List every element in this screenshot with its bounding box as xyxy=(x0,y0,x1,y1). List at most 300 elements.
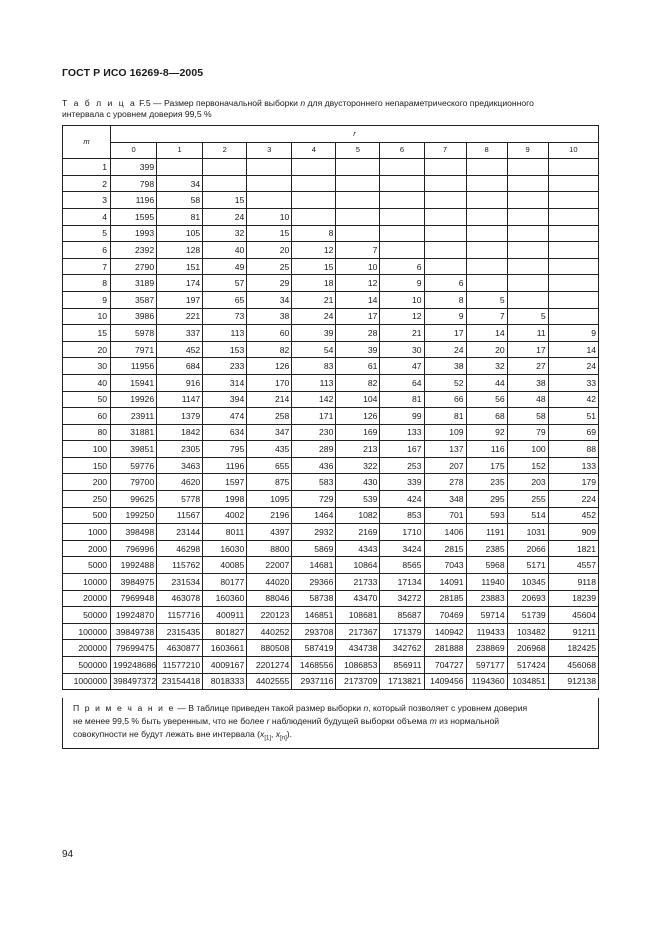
value-cell: 137 xyxy=(424,441,466,458)
value-cell: 424 xyxy=(380,491,424,508)
value-cell: 796996 xyxy=(111,540,157,557)
value-cell xyxy=(247,192,292,209)
r-value-header: 3 xyxy=(247,142,292,159)
value-cell: 85687 xyxy=(380,607,424,624)
table-row xyxy=(63,192,599,209)
value-cell xyxy=(466,258,507,275)
value-cell: 45604 xyxy=(548,607,598,624)
value-cell: 10345 xyxy=(507,574,548,591)
value-cell: 1842 xyxy=(157,424,203,441)
value-cell: 40 xyxy=(203,242,247,259)
value-cell: 116 xyxy=(466,441,507,458)
value-cell: 278 xyxy=(424,474,466,491)
value-cell xyxy=(507,192,548,209)
value-cell: 3587 xyxy=(111,291,157,308)
caption-line2: интервала с уровнем доверия 99,5 % xyxy=(62,109,212,119)
m-cell: 1000000 xyxy=(63,673,111,690)
m-cell: 1000 xyxy=(63,524,111,541)
r-value-header: 5 xyxy=(336,142,380,159)
value-cell: 19926 xyxy=(111,391,157,408)
value-cell: 81 xyxy=(424,408,466,425)
value-cell xyxy=(548,192,598,209)
value-cell: 88 xyxy=(548,441,598,458)
m-cell: 40 xyxy=(63,374,111,391)
caption-number: F.5 — Размер первоначальной выборки xyxy=(136,98,301,108)
value-cell: 4002 xyxy=(203,507,247,524)
m-cell: 10 xyxy=(63,308,111,325)
value-cell: 64 xyxy=(380,374,424,391)
value-cell: 452 xyxy=(157,341,203,358)
value-cell: 17 xyxy=(424,325,466,342)
value-cell: 34272 xyxy=(380,590,424,607)
value-cell: 23154418 xyxy=(157,673,203,690)
value-cell: 179 xyxy=(548,474,598,491)
caption-var-n: n xyxy=(300,98,306,108)
value-cell xyxy=(507,275,548,292)
value-cell: 12 xyxy=(380,308,424,325)
table-row xyxy=(63,175,599,192)
value-cell: 7043 xyxy=(424,557,466,574)
sample-size-table xyxy=(62,125,599,690)
value-cell: 1409456 xyxy=(424,673,466,690)
value-cell: 10 xyxy=(336,258,380,275)
value-cell: 4402555 xyxy=(247,673,292,690)
value-cell: 1095 xyxy=(247,491,292,508)
value-cell: 171 xyxy=(292,408,336,425)
value-cell: 8565 xyxy=(380,557,424,574)
value-cell: 199248686 xyxy=(111,657,157,674)
value-cell: 2305 xyxy=(157,441,203,458)
value-cell: 113 xyxy=(292,374,336,391)
value-cell: 19924870 xyxy=(111,607,157,624)
m-cell: 200000 xyxy=(63,640,111,657)
value-cell: 15 xyxy=(203,192,247,209)
table-row xyxy=(63,308,599,325)
value-cell: 12 xyxy=(292,242,336,259)
value-cell: 24 xyxy=(424,341,466,358)
m-cell: 80 xyxy=(63,424,111,441)
m-cell: 50 xyxy=(63,391,111,408)
value-cell: 1992488 xyxy=(111,557,157,574)
value-cell: 88046 xyxy=(247,590,292,607)
value-cell: 197 xyxy=(157,291,203,308)
value-cell: 39851 xyxy=(111,441,157,458)
value-cell: 10864 xyxy=(336,557,380,574)
value-cell: 2315435 xyxy=(157,623,203,640)
value-cell: 142 xyxy=(292,391,336,408)
table-row xyxy=(63,242,599,259)
table-row xyxy=(63,291,599,308)
note-label: П р и м е ч а н и е xyxy=(73,703,175,713)
r-value-header: 1 xyxy=(157,142,203,159)
r-value-header: 9 xyxy=(507,142,548,159)
value-cell: 152 xyxy=(507,457,548,474)
value-cell xyxy=(466,175,507,192)
value-cell xyxy=(466,225,507,242)
value-cell: 798 xyxy=(111,175,157,192)
value-cell: 398497372 xyxy=(111,673,157,690)
value-cell: 34 xyxy=(247,291,292,308)
value-cell: 2169 xyxy=(336,524,380,541)
value-cell: 5171 xyxy=(507,557,548,574)
value-cell: 655 xyxy=(247,457,292,474)
value-cell: 2196 xyxy=(247,507,292,524)
value-cell: 1194360 xyxy=(466,673,507,690)
value-cell: 231534 xyxy=(157,574,203,591)
value-cell: 398498 xyxy=(111,524,157,541)
table-row xyxy=(63,540,599,557)
value-cell: 24 xyxy=(292,308,336,325)
value-cell: 34 xyxy=(157,175,203,192)
table-caption xyxy=(62,98,600,120)
value-cell xyxy=(548,291,598,308)
value-cell: 1034851 xyxy=(507,673,548,690)
value-cell: 14 xyxy=(336,291,380,308)
value-cell: 8800 xyxy=(247,540,292,557)
value-cell: 126 xyxy=(247,358,292,375)
m-cell: 4 xyxy=(63,208,111,225)
value-cell: 214 xyxy=(247,391,292,408)
m-cell: 100 xyxy=(63,441,111,458)
value-cell: 115762 xyxy=(157,557,203,574)
value-cell: 235 xyxy=(466,474,507,491)
value-cell: 58 xyxy=(157,192,203,209)
value-cell: 51739 xyxy=(507,607,548,624)
value-cell: 452 xyxy=(548,507,598,524)
m-cell: 20 xyxy=(63,341,111,358)
value-cell: 79699475 xyxy=(111,640,157,657)
value-cell: 5869 xyxy=(292,540,336,557)
value-cell: 221 xyxy=(157,308,203,325)
value-cell: 32 xyxy=(203,225,247,242)
value-cell xyxy=(507,258,548,275)
value-cell xyxy=(507,242,548,259)
value-cell: 38 xyxy=(424,358,466,375)
value-cell: 21733 xyxy=(336,574,380,591)
value-cell: 24 xyxy=(203,208,247,225)
value-cell: 31881 xyxy=(111,424,157,441)
note-text: — В таблице приведен такой размер выборки xyxy=(174,703,364,713)
value-cell xyxy=(507,208,548,225)
value-cell: 295 xyxy=(466,491,507,508)
value-cell: 28 xyxy=(336,325,380,342)
value-cell xyxy=(292,159,336,176)
value-cell: 58 xyxy=(507,408,548,425)
value-cell: 39 xyxy=(336,341,380,358)
value-cell: 105 xyxy=(157,225,203,242)
value-cell: 58738 xyxy=(292,590,336,607)
value-cell: 8 xyxy=(424,291,466,308)
value-cell xyxy=(247,175,292,192)
value-cell: 16030 xyxy=(203,540,247,557)
value-cell: 21 xyxy=(292,291,336,308)
m-cell: 2 xyxy=(63,175,111,192)
m-cell: 5000 xyxy=(63,557,111,574)
m-cell: 10000 xyxy=(63,574,111,591)
table-row xyxy=(63,391,599,408)
value-cell: 1603661 xyxy=(203,640,247,657)
value-cell xyxy=(157,159,203,176)
table-row xyxy=(63,325,599,342)
table-row xyxy=(63,358,599,375)
value-cell: 99 xyxy=(380,408,424,425)
value-cell: 11940 xyxy=(466,574,507,591)
value-cell xyxy=(424,175,466,192)
value-cell: 856911 xyxy=(380,657,424,674)
value-cell: 583 xyxy=(292,474,336,491)
value-cell: 1196 xyxy=(203,457,247,474)
value-cell: 29 xyxy=(247,275,292,292)
value-cell: 113 xyxy=(203,325,247,342)
value-cell: 684 xyxy=(157,358,203,375)
m-cell: 1 xyxy=(63,159,111,176)
value-cell: 46298 xyxy=(157,540,203,557)
note-text: , который позволяет с уровнем доверия xyxy=(368,703,528,713)
value-cell: 853 xyxy=(380,507,424,524)
value-cell xyxy=(424,208,466,225)
value-cell: 11956 xyxy=(111,358,157,375)
m-cell: 20000 xyxy=(63,590,111,607)
value-cell: 1191 xyxy=(466,524,507,541)
value-cell: 20 xyxy=(247,242,292,259)
m-cell: 9 xyxy=(63,291,111,308)
note-sub-1: [1] xyxy=(264,735,271,742)
value-cell: 20 xyxy=(466,341,507,358)
table-row xyxy=(63,408,599,425)
table-row xyxy=(63,208,599,225)
table-note xyxy=(62,698,599,749)
value-cell: 126 xyxy=(336,408,380,425)
value-cell: 160360 xyxy=(203,590,247,607)
value-cell: 167 xyxy=(380,441,424,458)
value-cell: 322 xyxy=(336,457,380,474)
note-var-m: m xyxy=(429,716,437,726)
value-cell xyxy=(466,192,507,209)
value-cell: 108681 xyxy=(336,607,380,624)
value-cell xyxy=(380,242,424,259)
value-cell: 517424 xyxy=(507,657,548,674)
value-cell: 337 xyxy=(157,325,203,342)
value-cell: 2173709 xyxy=(336,673,380,690)
value-cell xyxy=(548,308,598,325)
value-cell: 1379 xyxy=(157,408,203,425)
note-var-r: r xyxy=(266,716,270,726)
value-cell: 171379 xyxy=(380,623,424,640)
value-cell: 1993 xyxy=(111,225,157,242)
value-cell: 348 xyxy=(424,491,466,508)
value-cell: 342762 xyxy=(380,640,424,657)
value-cell: 2066 xyxy=(507,540,548,557)
value-cell: 5 xyxy=(466,291,507,308)
value-cell: 18 xyxy=(292,275,336,292)
r-value-header: 2 xyxy=(203,142,247,159)
page-number: 94 xyxy=(62,849,74,860)
value-cell: 170 xyxy=(247,374,292,391)
table-row xyxy=(63,474,599,491)
r-value-header: 4 xyxy=(292,142,336,159)
m-cell: 7 xyxy=(63,258,111,275)
value-cell: 456068 xyxy=(548,657,598,674)
value-cell: 281888 xyxy=(424,640,466,657)
value-cell: 206968 xyxy=(507,640,548,657)
table-row xyxy=(63,374,599,391)
value-cell: 258 xyxy=(247,408,292,425)
note-text: из нормальной xyxy=(436,716,500,726)
value-cell xyxy=(466,275,507,292)
table-row xyxy=(63,457,599,474)
value-cell: 24 xyxy=(548,358,598,375)
value-cell: 59714 xyxy=(466,607,507,624)
value-cell: 12 xyxy=(336,275,380,292)
value-cell xyxy=(336,208,380,225)
value-cell: 587419 xyxy=(292,640,336,657)
value-cell xyxy=(548,208,598,225)
value-cell: 394 xyxy=(203,391,247,408)
value-cell: 9 xyxy=(548,325,598,342)
value-cell: 230 xyxy=(292,424,336,441)
value-cell: 104 xyxy=(336,391,380,408)
value-cell: 23144 xyxy=(157,524,203,541)
value-cell: 39849738 xyxy=(111,623,157,640)
value-cell: 224 xyxy=(548,491,598,508)
value-cell: 220123 xyxy=(247,607,292,624)
value-cell: 1821 xyxy=(548,540,598,557)
value-cell: 7 xyxy=(466,308,507,325)
value-cell: 1147 xyxy=(157,391,203,408)
value-cell: 314 xyxy=(203,374,247,391)
value-cell xyxy=(380,208,424,225)
value-cell: 44 xyxy=(466,374,507,391)
value-cell xyxy=(507,159,548,176)
value-cell: 91211 xyxy=(548,623,598,640)
value-cell: 203 xyxy=(507,474,548,491)
value-cell: 29366 xyxy=(292,574,336,591)
value-cell: 39 xyxy=(292,325,336,342)
value-cell: 3463 xyxy=(157,457,203,474)
value-cell: 57 xyxy=(203,275,247,292)
value-cell: 435 xyxy=(247,441,292,458)
value-cell: 10 xyxy=(380,291,424,308)
note-var-x1: x xyxy=(260,729,265,739)
m-cell: 8 xyxy=(63,275,111,292)
table-row xyxy=(63,524,599,541)
value-cell: 207 xyxy=(424,457,466,474)
value-cell: 9 xyxy=(424,308,466,325)
value-cell: 44020 xyxy=(247,574,292,591)
value-cell: 2392 xyxy=(111,242,157,259)
value-cell: 3189 xyxy=(111,275,157,292)
value-cell: 597177 xyxy=(466,657,507,674)
table-row xyxy=(63,657,599,674)
value-cell: 38 xyxy=(507,374,548,391)
value-cell: 875 xyxy=(247,474,292,491)
value-cell xyxy=(548,225,598,242)
value-cell: 289 xyxy=(292,441,336,458)
m-cell: 250 xyxy=(63,491,111,508)
value-cell: 119433 xyxy=(466,623,507,640)
value-cell: 174 xyxy=(157,275,203,292)
value-cell xyxy=(336,175,380,192)
note-text: совокупности не будут лежать вне интервала ( xyxy=(73,729,261,739)
m-cell: 6 xyxy=(63,242,111,259)
value-cell xyxy=(507,225,548,242)
value-cell xyxy=(548,175,598,192)
value-cell: 14091 xyxy=(424,574,466,591)
value-cell: 15 xyxy=(292,258,336,275)
table-row xyxy=(63,623,599,640)
value-cell: 40085 xyxy=(203,557,247,574)
value-cell xyxy=(292,175,336,192)
value-cell: 151 xyxy=(157,258,203,275)
value-cell: 5 xyxy=(507,308,548,325)
value-cell xyxy=(466,242,507,259)
m-cell: 200 xyxy=(63,474,111,491)
value-cell: 66 xyxy=(424,391,466,408)
value-cell: 3984975 xyxy=(111,574,157,591)
table-row xyxy=(63,507,599,524)
value-cell: 11 xyxy=(507,325,548,342)
column-header-r: r xyxy=(111,126,599,143)
value-cell xyxy=(507,291,548,308)
value-cell: 6 xyxy=(380,258,424,275)
value-cell: 30 xyxy=(380,341,424,358)
value-cell: 514 xyxy=(507,507,548,524)
value-cell: 27 xyxy=(507,358,548,375)
value-cell: 175 xyxy=(466,457,507,474)
table-body xyxy=(63,159,599,690)
value-cell xyxy=(336,225,380,242)
value-cell: 79700 xyxy=(111,474,157,491)
value-cell: 440252 xyxy=(247,623,292,640)
value-cell: 199250 xyxy=(111,507,157,524)
r-value-header: 8 xyxy=(466,142,507,159)
value-cell: 1031 xyxy=(507,524,548,541)
value-cell: 68 xyxy=(466,408,507,425)
value-cell: 4343 xyxy=(336,540,380,557)
value-cell: 22007 xyxy=(247,557,292,574)
table-row xyxy=(63,491,599,508)
table-row xyxy=(63,225,599,242)
value-cell: 255 xyxy=(507,491,548,508)
m-cell: 30 xyxy=(63,358,111,375)
value-cell: 25 xyxy=(247,258,292,275)
value-cell: 593 xyxy=(466,507,507,524)
table-row xyxy=(63,159,599,176)
value-cell: 103482 xyxy=(507,623,548,640)
value-cell: 2815 xyxy=(424,540,466,557)
value-cell: 2385 xyxy=(466,540,507,557)
value-cell: 23911 xyxy=(111,408,157,425)
value-cell: 8 xyxy=(292,225,336,242)
value-cell: 339 xyxy=(380,474,424,491)
r-values-row xyxy=(63,142,599,159)
note-var-xn: x xyxy=(275,729,281,739)
table-row xyxy=(63,258,599,275)
m-cell: 50000 xyxy=(63,607,111,624)
value-cell: 4630877 xyxy=(157,640,203,657)
value-cell: 52 xyxy=(424,374,466,391)
value-cell: 70469 xyxy=(424,607,466,624)
table-row xyxy=(63,275,599,292)
value-cell: 7971 xyxy=(111,341,157,358)
value-cell: 8018333 xyxy=(203,673,247,690)
value-cell: 436 xyxy=(292,457,336,474)
r-value-header: 6 xyxy=(380,142,424,159)
value-cell xyxy=(380,159,424,176)
value-cell xyxy=(380,175,424,192)
value-cell: 880508 xyxy=(247,640,292,657)
value-cell xyxy=(466,208,507,225)
